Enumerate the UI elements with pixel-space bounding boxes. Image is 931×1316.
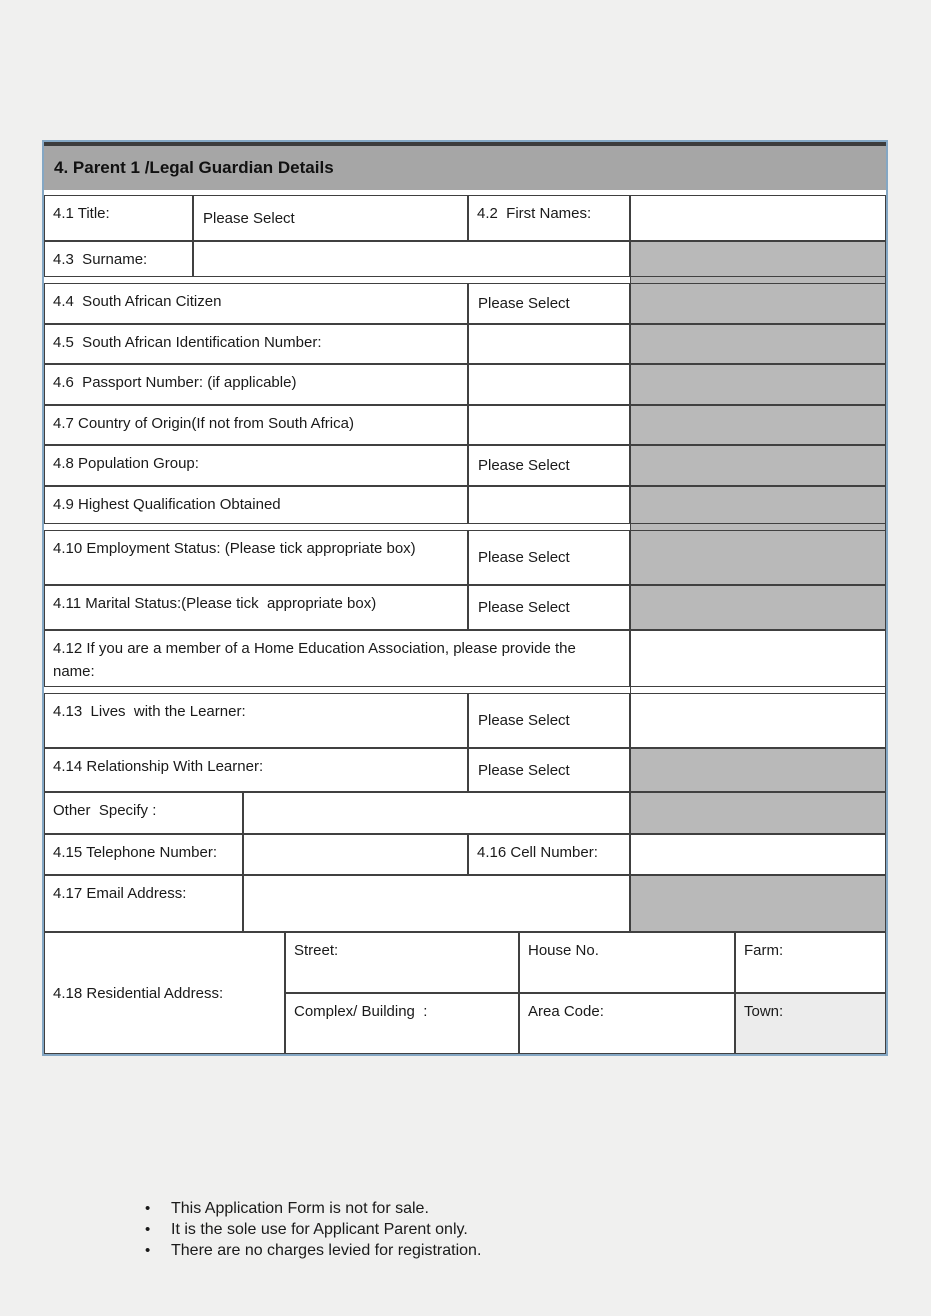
row-country-origin <box>44 405 886 445</box>
street-input[interactable]: Street: <box>285 932 519 993</box>
row-citizen <box>44 283 886 324</box>
shaded-cell <box>630 324 886 364</box>
section-header-title: 4. Parent 1 /Legal Guardian Details <box>54 158 334 177</box>
label-cell-number: 4.16 Cell Number: <box>468 834 630 875</box>
label-employment: 4.10 Employment Status: (Please tick appropriate box) <box>44 530 468 585</box>
shaded-cell <box>630 792 886 834</box>
footer-note <box>145 1219 931 1240</box>
complex-building-input[interactable]: Complex/ Building : <box>285 993 519 1054</box>
row-lives-with <box>44 693 886 748</box>
row-phone-numbers <box>44 834 886 875</box>
row-email <box>44 875 886 932</box>
sa-id-input[interactable] <box>468 324 630 364</box>
label-country-origin: 4.7 Country of Origin(If not from South Africa) <box>44 405 468 445</box>
row-employment <box>44 530 886 585</box>
shaded-cell <box>630 445 886 486</box>
relationship-select[interactable]: Please Select <box>468 748 630 792</box>
farm-input[interactable]: Farm: <box>735 932 886 993</box>
shaded-cell <box>630 875 886 932</box>
row-passport <box>44 364 886 405</box>
employment-select[interactable]: Please Select <box>468 530 630 585</box>
label-first-names: 4.2 First Names: <box>468 195 630 241</box>
footer-note-text: There are no charges levied for registration. <box>171 1242 482 1259</box>
footer-note-text: This Application Form is not for sale. <box>171 1200 429 1217</box>
label-email: 4.17 Email Address: <box>44 875 243 932</box>
area-code-input[interactable]: Area Code: <box>519 993 735 1054</box>
label-lives-with: 4.13 Lives with the Learner: <box>44 693 468 748</box>
label-title: 4.1 Title: <box>44 195 193 241</box>
row-residential-address <box>44 932 886 1054</box>
label-citizen: 4.4 South African Citizen <box>44 283 468 324</box>
label-surname: 4.3 Surname: <box>44 241 193 277</box>
bullet-icon: • <box>145 1242 151 1259</box>
label-sa-id: 4.5 South African Identification Number: <box>44 324 468 364</box>
email-input[interactable] <box>243 875 630 932</box>
row-surname <box>44 241 886 277</box>
passport-input[interactable] <box>468 364 630 405</box>
surname-input[interactable] <box>193 241 630 277</box>
footer-note <box>145 1198 931 1219</box>
section-header <box>44 146 886 190</box>
qualification-input[interactable] <box>468 486 630 524</box>
label-qualification: 4.9 Highest Qualification Obtained <box>44 486 468 524</box>
town-input[interactable]: Town: <box>735 993 886 1054</box>
address-row-2 <box>285 993 886 1054</box>
parent-details-form <box>42 140 888 1056</box>
label-marital: 4.11 Marital Status:(Please tick appropriate box) <box>44 585 468 630</box>
lives-with-extra-input[interactable] <box>630 693 886 748</box>
cell-number-input[interactable] <box>630 834 886 875</box>
label-other-specify: Other Specify : <box>44 792 243 834</box>
row-other-specify <box>44 792 886 834</box>
shaded-cell <box>630 241 886 277</box>
shaded-cell <box>630 748 886 792</box>
row-sa-id <box>44 324 886 364</box>
citizen-select[interactable]: Please Select <box>468 283 630 324</box>
footer-note <box>145 1240 931 1261</box>
association-input[interactable] <box>630 630 886 687</box>
row-title-firstnames <box>44 195 886 241</box>
house-no-input[interactable]: House No. <box>519 932 735 993</box>
shaded-cell <box>630 530 886 585</box>
label-population-group: 4.8 Population Group: <box>44 445 468 486</box>
population-group-select[interactable]: Please Select <box>468 445 630 486</box>
row-marital <box>44 585 886 630</box>
label-passport: 4.6 Passport Number: (if applicable) <box>44 364 468 405</box>
shaded-cell <box>630 283 886 324</box>
label-residential-address: 4.18 Residential Address: <box>44 932 285 1054</box>
label-relationship: 4.14 Relationship With Learner: <box>44 748 468 792</box>
row-population-group <box>44 445 886 486</box>
row-relationship <box>44 748 886 792</box>
other-specify-input[interactable] <box>243 792 630 834</box>
row-association <box>44 630 886 687</box>
country-origin-input[interactable] <box>468 405 630 445</box>
title-select[interactable]: Please Select <box>193 195 468 241</box>
address-row-1 <box>285 932 886 993</box>
bullet-icon: • <box>145 1221 151 1238</box>
lives-with-select[interactable]: Please Select <box>468 693 630 748</box>
bullet-icon: • <box>145 1200 151 1217</box>
telephone-input[interactable] <box>243 834 468 875</box>
row-qualification <box>44 486 886 524</box>
shaded-cell <box>630 585 886 630</box>
label-telephone: 4.15 Telephone Number: <box>44 834 243 875</box>
footer-notes <box>145 1198 931 1261</box>
footer-note-text: It is the sole use for Applicant Parent only. <box>171 1221 468 1238</box>
label-association: 4.12 If you are a member of a Home Education Association, please provide the name: <box>44 630 630 687</box>
shaded-cell <box>630 486 886 524</box>
residential-address-grid <box>285 932 886 1054</box>
shaded-cell <box>630 405 886 445</box>
shaded-cell <box>630 364 886 405</box>
first-names-input[interactable] <box>630 195 886 241</box>
marital-select[interactable]: Please Select <box>468 585 630 630</box>
